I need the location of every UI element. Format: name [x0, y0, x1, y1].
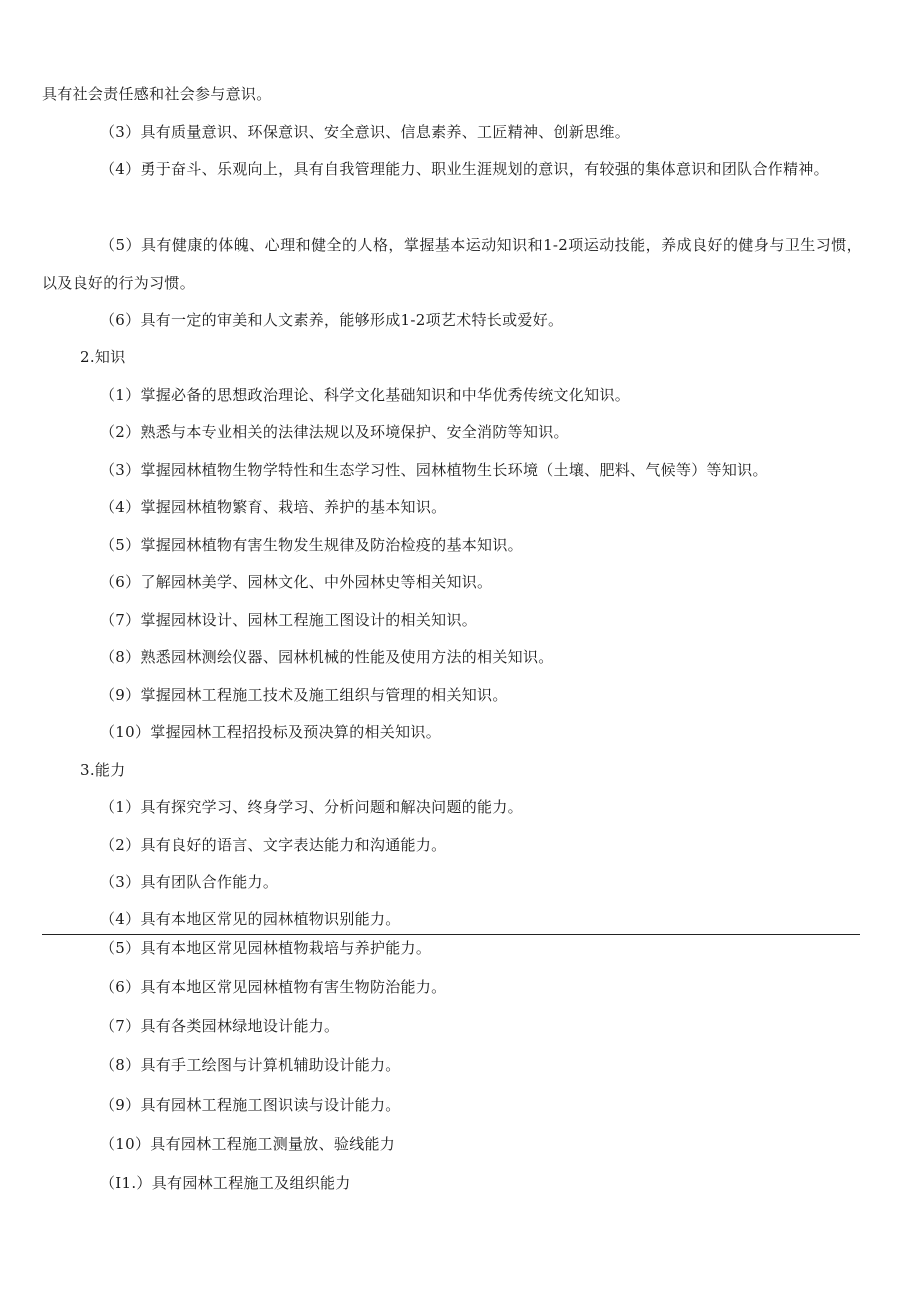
- ability-item-6: （6）具有本地区常见园林植物有害生物防治能力。: [100, 978, 447, 996]
- knowledge-item-10: （10）掌握园林工程招投标及预决算的相关知识。: [100, 723, 441, 741]
- ability-item-1: （1）具有探究学习、终身学习、分析问题和解决问题的能力。: [100, 798, 523, 816]
- ability-item-4: （4）具有本地区常见的园林植物识别能力。: [100, 910, 401, 928]
- quality-item-6: （6）具有一定的审美和人文素养，能够形成1-2项艺术特长或爱好。: [100, 311, 564, 329]
- ability-item-5: （5）具有本地区常见园林植物栽培与养护能力。: [100, 939, 432, 957]
- knowledge-item-1: （1）掌握必备的思想政治理论、科学文化基础知识和中华优秀传统文化知识。: [100, 386, 631, 404]
- ability-item-11: （I1.）具有园林工程施工及组织能力: [100, 1174, 351, 1192]
- knowledge-item-4: （4）掌握园林植物繁育、栽培、养护的基本知识。: [100, 498, 447, 516]
- quality-item-4: （4）勇于奋斗、乐观向上，具有自我管理能力、职业生涯规划的意识，有较强的集体意识和团队合作精神。: [100, 160, 829, 178]
- knowledge-item-3: （3）掌握园林植物生物学特性和生态学习性、园林植物生长环境（土壤、肥料、气候等）等知识。: [100, 461, 768, 479]
- paragraph-social-responsibility-continued: 具有社会责任感和社会参与意识。: [42, 85, 272, 103]
- knowledge-item-5: （5）掌握园林植物有害生物发生规律及防治检疫的基本知识。: [100, 536, 523, 554]
- quality-item-3: （3）具有质量意识、环保意识、安全意识、信息素养、工匠精神、创新思维。: [100, 123, 631, 141]
- knowledge-item-9: （9）掌握园林工程施工技术及施工组织与管理的相关知识。: [100, 686, 508, 704]
- ability-item-7: （7）具有各类园林绿地设计能力。: [100, 1017, 340, 1035]
- ability-item-3: （3）具有团队合作能力。: [100, 873, 279, 891]
- knowledge-item-6: （6）了解园林美学、园林文化、中外园林史等相关知识。: [100, 573, 493, 591]
- knowledge-item-8: （8）熟悉园林测绘仪器、园林机械的性能及使用方法的相关知识。: [100, 648, 554, 666]
- section-heading-knowledge: 2.知识: [80, 348, 126, 366]
- ability-item-8: （8）具有手工绘图与计算机辅助设计能力。: [100, 1056, 401, 1074]
- section-heading-ability: 3.能力: [80, 761, 126, 779]
- ability-item-10: （10）具有园林工程施工测量放、验线能力: [100, 1135, 396, 1153]
- quality-item-5: （5）具有健康的体魄、心理和健全的人格，掌握基本运动知识和1-2项运动技能，养成良好的健身与卫生习惯，以及良好的行为习惯。: [42, 236, 862, 292]
- knowledge-item-7: （7）掌握园林设计、园林工程施工图设计的相关知识。: [100, 611, 478, 629]
- ability-item-2: （2）具有良好的语言、文字表达能力和沟通能力。: [100, 836, 447, 854]
- knowledge-item-2: （2）熟悉与本专业相关的法律法规以及环境保护、安全消防等知识。: [100, 423, 569, 441]
- page-divider: [42, 934, 860, 935]
- ability-item-9: （9）具有园林工程施工图识读与设计能力。: [100, 1096, 401, 1114]
